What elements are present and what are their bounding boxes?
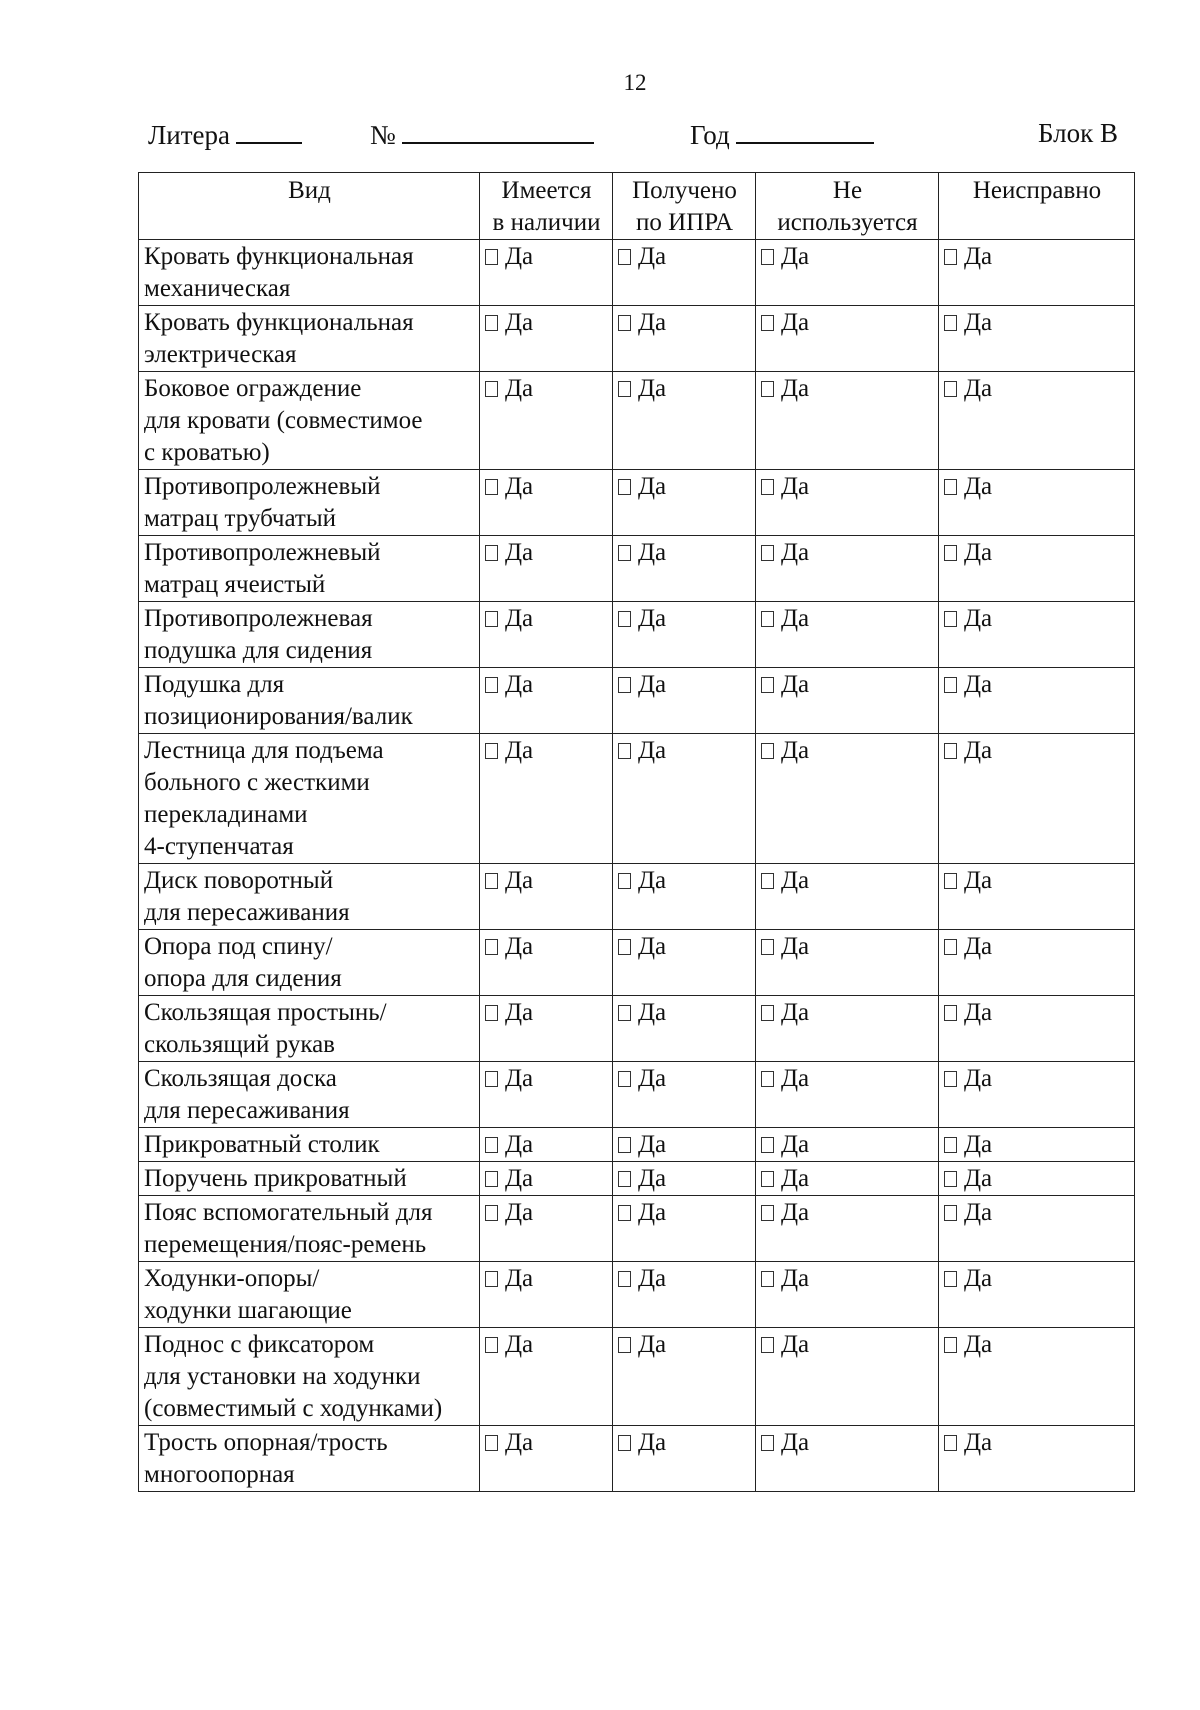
checkbox-not-used[interactable] [761, 743, 774, 759]
checkbox-label: Да [964, 1131, 993, 1158]
checkbox-label: Да [781, 1265, 810, 1292]
equipment-kind: Противопролежневый матрац ячеистый [139, 536, 480, 602]
checkbox-label: Да [964, 737, 993, 764]
cell-available [480, 1062, 613, 1128]
table-row [139, 306, 1135, 372]
table-row [139, 996, 1135, 1062]
equipment-kind: Скользящая доска для пересаживания [139, 1062, 480, 1128]
checkbox-received-ipra[interactable] [618, 1271, 631, 1287]
checkbox-label: Да [505, 1265, 534, 1292]
checkbox-label: Да [505, 309, 534, 336]
cell-faulty [939, 734, 1135, 864]
checkbox-received-ipra[interactable] [618, 611, 631, 627]
column-header-available: Имеется в наличии [480, 173, 613, 240]
equipment-kind: Ходунки-опоры/ ходунки шагающие [139, 1262, 480, 1328]
cell-faulty [939, 1426, 1135, 1492]
cell-available [480, 734, 613, 864]
cell-not-used [756, 602, 939, 668]
checkbox-not-used[interactable] [761, 1271, 774, 1287]
cell-available [480, 1426, 613, 1492]
equipment-kind: Диск поворотный для пересаживания [139, 864, 480, 930]
checkbox-label: Да [781, 1199, 810, 1226]
table-row [139, 1196, 1135, 1262]
checkbox-label: Да [505, 1165, 534, 1192]
cell-available [480, 864, 613, 930]
checkbox-label: Да [781, 999, 810, 1026]
table-row [139, 470, 1135, 536]
table-row [139, 1328, 1135, 1426]
table-row [139, 1426, 1135, 1492]
checkbox-label: Да [964, 243, 993, 270]
checkbox-label: Да [638, 1165, 667, 1192]
checkbox-received-ipra[interactable] [618, 1435, 631, 1451]
checkbox-label: Да [505, 243, 534, 270]
checkbox-label: Да [964, 1065, 993, 1092]
equipment-kind: Противопролежневая подушка для сидения [139, 602, 480, 668]
form-header [148, 118, 1118, 152]
equipment-kind: Подушка для позиционирования/валик [139, 668, 480, 734]
checkbox-not-used[interactable] [761, 1337, 774, 1353]
cell-faulty [939, 536, 1135, 602]
year-field [690, 118, 874, 151]
table-row [139, 864, 1135, 930]
cell-not-used [756, 536, 939, 602]
checkbox-label: Да [781, 1131, 810, 1158]
cell-faulty [939, 1196, 1135, 1262]
checkbox-faulty[interactable] [944, 1435, 957, 1451]
year-input-line[interactable] [736, 118, 874, 144]
cell-not-used [756, 1328, 939, 1426]
checkbox-label: Да [505, 1429, 534, 1456]
cell-not-used [756, 734, 939, 864]
checkbox-label: Да [964, 309, 993, 336]
checkbox-not-used[interactable] [761, 1205, 774, 1221]
checkbox-not-used[interactable] [761, 249, 774, 265]
litera-field [148, 118, 302, 151]
checkbox-label: Да [638, 671, 667, 698]
cell-faulty [939, 1328, 1135, 1426]
checkbox-label: Да [781, 605, 810, 632]
cell-received-ipra [613, 602, 756, 668]
cell-received-ipra [613, 1128, 756, 1162]
checkbox-not-used[interactable] [761, 381, 774, 397]
checkbox-received-ipra[interactable] [618, 1205, 631, 1221]
checkbox-available[interactable] [485, 381, 498, 397]
checkbox-label: Да [505, 867, 534, 894]
cell-faulty [939, 372, 1135, 470]
table-row [139, 536, 1135, 602]
checkbox-faulty[interactable] [944, 1071, 957, 1087]
cell-received-ipra [613, 240, 756, 306]
checkbox-available[interactable] [485, 611, 498, 627]
checkbox-faulty[interactable] [944, 677, 957, 693]
checkbox-label: Да [638, 605, 667, 632]
checkbox-not-used[interactable] [761, 677, 774, 693]
checkbox-faulty[interactable] [944, 381, 957, 397]
checkbox-label: Да [638, 1331, 667, 1358]
checkbox-label: Да [505, 737, 534, 764]
checkbox-faulty[interactable] [944, 743, 957, 759]
equipment-kind: Скользящая простынь/ скользящий рукав [139, 996, 480, 1062]
checkbox-label: Да [505, 539, 534, 566]
checkbox-not-used[interactable] [761, 939, 774, 955]
cell-not-used [756, 1128, 939, 1162]
checkbox-not-used[interactable] [761, 1171, 774, 1187]
checkbox-label: Да [964, 473, 993, 500]
cell-available [480, 372, 613, 470]
equipment-kind: Прикроватный столик [139, 1128, 480, 1162]
cell-received-ipra [613, 668, 756, 734]
cell-received-ipra [613, 1426, 756, 1492]
equipment-kind: Пояс вспомогательный для перемещения/пояс-ремень [139, 1196, 480, 1262]
checkbox-label: Да [505, 999, 534, 1026]
checkbox-label: Да [638, 375, 667, 402]
table-row [139, 1162, 1135, 1196]
equipment-kind: Кровать функциональная электрическая [139, 306, 480, 372]
checkbox-label: Да [505, 1131, 534, 1158]
cell-not-used [756, 470, 939, 536]
checkbox-received-ipra[interactable] [618, 1071, 631, 1087]
checkbox-faulty[interactable] [944, 479, 957, 495]
checkbox-label: Да [505, 375, 534, 402]
checkbox-label: Да [505, 473, 534, 500]
cell-not-used [756, 306, 939, 372]
cell-received-ipra [613, 1062, 756, 1128]
checkbox-received-ipra[interactable] [618, 249, 631, 265]
checkbox-received-ipra[interactable] [618, 479, 631, 495]
checkbox-label: Да [964, 539, 993, 566]
checkbox-label: Да [964, 671, 993, 698]
checkbox-received-ipra[interactable] [618, 381, 631, 397]
checkbox-received-ipra[interactable] [618, 1137, 631, 1153]
checkbox-label: Да [638, 867, 667, 894]
checkbox-faulty[interactable] [944, 545, 957, 561]
cell-received-ipra [613, 306, 756, 372]
equipment-kind: Поручень прикроватный [139, 1162, 480, 1196]
checkbox-label: Да [781, 309, 810, 336]
checkbox-label: Да [638, 309, 667, 336]
cell-faulty [939, 306, 1135, 372]
table-row [139, 930, 1135, 996]
checkbox-not-used[interactable] [761, 545, 774, 561]
equipment-kind: Поднос с фиксатором для установки на ходунки (совместимый с ходунками) [139, 1328, 480, 1426]
checkbox-label: Да [781, 473, 810, 500]
table-header-row [139, 173, 1135, 240]
checkbox-label: Да [505, 1199, 534, 1226]
checkbox-faulty[interactable] [944, 1205, 957, 1221]
checkbox-not-used[interactable] [761, 1435, 774, 1451]
checkbox-label: Да [781, 539, 810, 566]
checkbox-received-ipra[interactable] [618, 1171, 631, 1187]
checkbox-label: Да [781, 1429, 810, 1456]
litera-label: Литера [148, 120, 231, 150]
checkbox-label: Да [781, 671, 810, 698]
cell-received-ipra [613, 372, 756, 470]
table-row [139, 372, 1135, 470]
cell-available [480, 1196, 613, 1262]
cell-received-ipra [613, 1262, 756, 1328]
page-number: 12 [623, 70, 647, 95]
checkbox-label: Да [964, 933, 993, 960]
checkbox-label: Да [638, 243, 667, 270]
table-row [139, 1262, 1135, 1328]
checkbox-available[interactable] [485, 1435, 498, 1451]
checkbox-label: Да [638, 1429, 667, 1456]
cell-not-used [756, 864, 939, 930]
checkbox-received-ipra[interactable] [618, 1337, 631, 1353]
checkbox-not-used[interactable] [761, 611, 774, 627]
checkbox-label: Да [964, 1429, 993, 1456]
cell-faulty [939, 1162, 1135, 1196]
table-body [139, 240, 1135, 1492]
equipment-kind: Опора под спину/ опора для сидения [139, 930, 480, 996]
checkbox-faulty[interactable] [944, 315, 957, 331]
checkbox-not-used[interactable] [761, 1071, 774, 1087]
checkbox-label: Да [781, 867, 810, 894]
cell-faulty [939, 930, 1135, 996]
equipment-kind: Лестница для подъема больного с жесткими перекладинами 4-ступенчатая [139, 734, 480, 864]
equipment-kind: Боковое ограждение для кровати (совместимое с кроватью) [139, 372, 480, 470]
cell-faulty [939, 668, 1135, 734]
cell-not-used [756, 1196, 939, 1262]
column-header-faulty: Неисправно [939, 173, 1135, 240]
checkbox-available[interactable] [485, 939, 498, 955]
cell-received-ipra [613, 1196, 756, 1262]
checkbox-faulty[interactable] [944, 249, 957, 265]
cell-not-used [756, 1262, 939, 1328]
checkbox-available[interactable] [485, 1137, 498, 1153]
checkbox-label: Да [505, 671, 534, 698]
column-header-received-ipra: Получено по ИПРА [613, 173, 756, 240]
cell-not-used [756, 996, 939, 1062]
equipment-kind: Трость опорная/трость многоопорная [139, 1426, 480, 1492]
checkbox-label: Да [638, 473, 667, 500]
litera-input-line[interactable] [236, 118, 302, 144]
checkbox-label: Да [964, 1331, 993, 1358]
equipment-kind: Кровать функциональная механическая [139, 240, 480, 306]
checkbox-label: Да [638, 1265, 667, 1292]
checkbox-label: Да [781, 933, 810, 960]
checkbox-not-used[interactable] [761, 315, 774, 331]
checkbox-label: Да [505, 1065, 534, 1092]
checkbox-available[interactable] [485, 743, 498, 759]
checkbox-label: Да [964, 1165, 993, 1192]
equipment-table [138, 172, 1135, 1492]
checkbox-faulty[interactable] [944, 873, 957, 889]
checkbox-label: Да [638, 737, 667, 764]
checkbox-faulty[interactable] [944, 1337, 957, 1353]
cell-faulty [939, 996, 1135, 1062]
checkbox-available[interactable] [485, 1271, 498, 1287]
checkbox-received-ipra[interactable] [618, 315, 631, 331]
cell-received-ipra [613, 536, 756, 602]
checkbox-label: Да [781, 1165, 810, 1192]
cell-faulty [939, 240, 1135, 306]
number-field [370, 118, 594, 151]
table-row [139, 734, 1135, 864]
checkbox-available[interactable] [485, 1005, 498, 1021]
checkbox-label: Да [964, 375, 993, 402]
checkbox-label: Да [964, 1199, 993, 1226]
checkbox-not-used[interactable] [761, 1005, 774, 1021]
cell-received-ipra [613, 1162, 756, 1196]
number-input-line[interactable] [402, 118, 594, 144]
checkbox-received-ipra[interactable] [618, 677, 631, 693]
checkbox-not-used[interactable] [761, 479, 774, 495]
cell-received-ipra [613, 996, 756, 1062]
checkbox-not-used[interactable] [761, 1137, 774, 1153]
checkbox-faulty[interactable] [944, 1137, 957, 1153]
cell-available [480, 470, 613, 536]
checkbox-faulty[interactable] [944, 611, 957, 627]
checkbox-label: Да [638, 933, 667, 960]
column-header-not-used: Не используется [756, 173, 939, 240]
checkbox-label: Да [964, 999, 993, 1026]
checkbox-available[interactable] [485, 1171, 498, 1187]
checkbox-available[interactable] [485, 677, 498, 693]
checkbox-label: Да [781, 375, 810, 402]
cell-available [480, 536, 613, 602]
cell-received-ipra [613, 734, 756, 864]
table-row [139, 1062, 1135, 1128]
checkbox-available[interactable] [485, 479, 498, 495]
checkbox-faulty[interactable] [944, 1005, 957, 1021]
cell-faulty [939, 602, 1135, 668]
checkbox-label: Да [964, 867, 993, 894]
cell-faulty [939, 1262, 1135, 1328]
number-label: № [370, 120, 396, 150]
equipment-kind: Противопролежневый матрац трубчатый [139, 470, 480, 536]
checkbox-faulty[interactable] [944, 1271, 957, 1287]
cell-received-ipra [613, 930, 756, 996]
cell-not-used [756, 1162, 939, 1196]
checkbox-available[interactable] [485, 249, 498, 265]
checkbox-label: Да [781, 737, 810, 764]
cell-available [480, 1262, 613, 1328]
checkbox-label: Да [964, 605, 993, 632]
table-row [139, 602, 1135, 668]
checkbox-available[interactable] [485, 545, 498, 561]
checkbox-available[interactable] [485, 1205, 498, 1221]
cell-not-used [756, 1426, 939, 1492]
cell-not-used [756, 930, 939, 996]
checkbox-label: Да [638, 1065, 667, 1092]
checkbox-label: Да [505, 1331, 534, 1358]
checkbox-label: Да [781, 1331, 810, 1358]
cell-not-used [756, 240, 939, 306]
checkbox-label: Да [638, 999, 667, 1026]
checkbox-label: Да [781, 243, 810, 270]
cell-not-used [756, 668, 939, 734]
checkbox-label: Да [781, 1065, 810, 1092]
checkbox-available[interactable] [485, 1337, 498, 1353]
cell-available [480, 602, 613, 668]
checkbox-not-used[interactable] [761, 873, 774, 889]
cell-not-used [756, 372, 939, 470]
checkbox-received-ipra[interactable] [618, 545, 631, 561]
cell-available [480, 306, 613, 372]
cell-available [480, 668, 613, 734]
checkbox-label: Да [964, 1265, 993, 1292]
checkbox-received-ipra[interactable] [618, 939, 631, 955]
checkbox-received-ipra[interactable] [618, 1005, 631, 1021]
cell-received-ipra [613, 470, 756, 536]
cell-received-ipra [613, 1328, 756, 1426]
checkbox-available[interactable] [485, 315, 498, 331]
table-row [139, 240, 1135, 306]
year-label: Год [690, 120, 730, 150]
cell-available [480, 1162, 613, 1196]
cell-available [480, 240, 613, 306]
cell-received-ipra [613, 864, 756, 930]
block-label: Блок В [1038, 118, 1118, 148]
cell-faulty [939, 470, 1135, 536]
cell-not-used [756, 1062, 939, 1128]
table-row [139, 1128, 1135, 1162]
checkbox-available[interactable] [485, 873, 498, 889]
cell-faulty [939, 864, 1135, 930]
checkbox-label: Да [638, 1199, 667, 1226]
cell-available [480, 1328, 613, 1426]
table-row [139, 668, 1135, 734]
checkbox-received-ipra[interactable] [618, 873, 631, 889]
cell-available [480, 1128, 613, 1162]
checkbox-label: Да [638, 539, 667, 566]
checkbox-faulty[interactable] [944, 1171, 957, 1187]
checkbox-label: Да [638, 1131, 667, 1158]
cell-faulty [939, 1062, 1135, 1128]
cell-available [480, 996, 613, 1062]
cell-available [480, 930, 613, 996]
checkbox-available[interactable] [485, 1071, 498, 1087]
checkbox-received-ipra[interactable] [618, 743, 631, 759]
column-header-kind: Вид [139, 173, 480, 240]
checkbox-label: Да [505, 933, 534, 960]
checkbox-label: Да [505, 605, 534, 632]
checkbox-faulty[interactable] [944, 939, 957, 955]
cell-faulty [939, 1128, 1135, 1162]
